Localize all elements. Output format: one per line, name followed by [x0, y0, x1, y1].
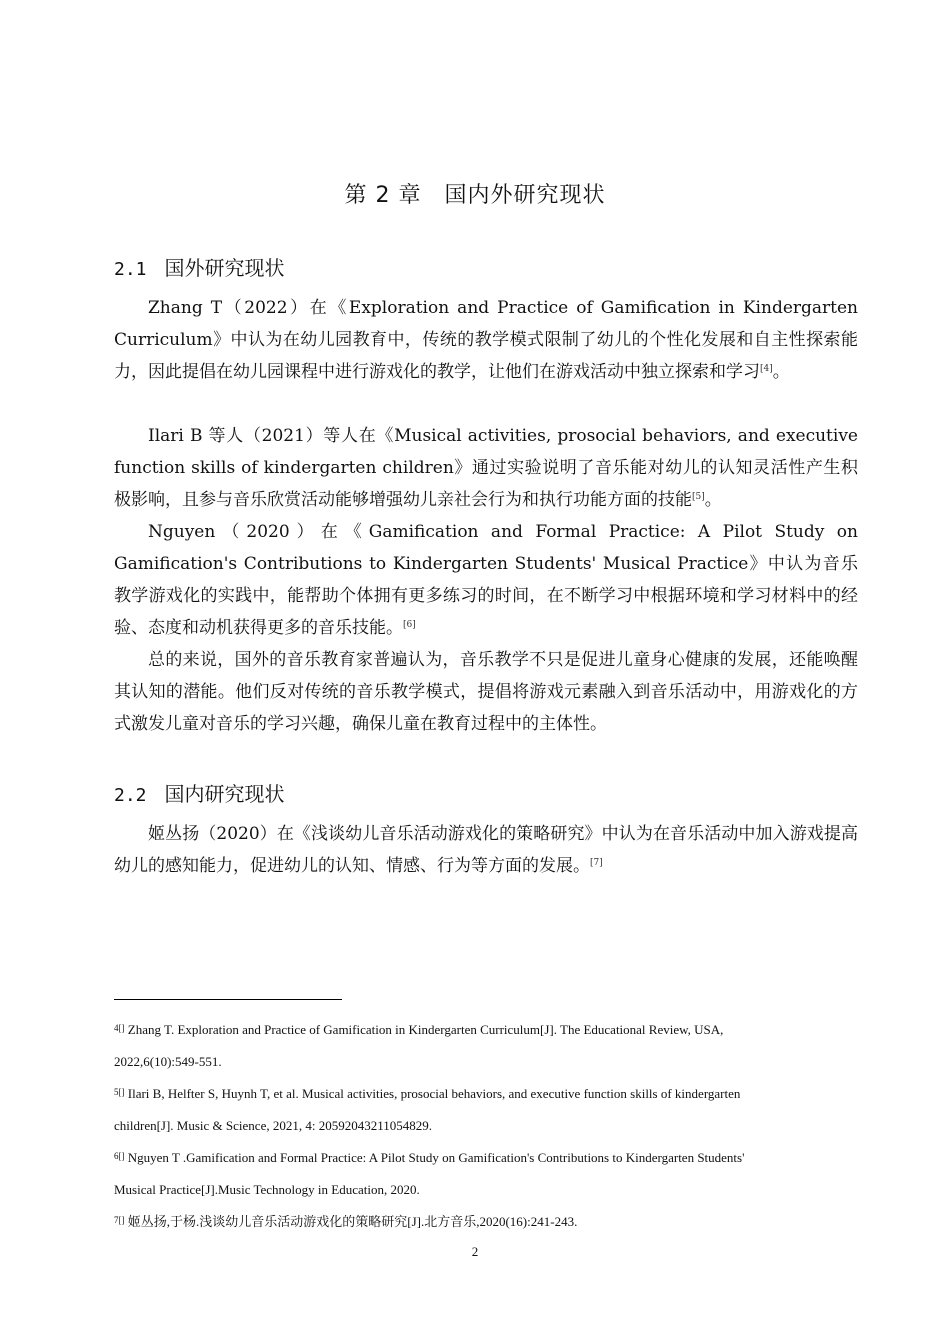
- footnote-line: Nguyen T .Gamification and Formal Practice: A Pilot Study on Gamification's Contributions to Kindergarten Students': [127, 1150, 745, 1165]
- section-number: 2.2: [114, 785, 147, 806]
- footnote-mark: 4[]: [114, 1023, 125, 1033]
- section-heading-2-1: [114, 252, 285, 281]
- citation-ref: [5]: [692, 492, 705, 502]
- paragraph: [114, 644, 858, 740]
- paragraph-text: Zhang T（2022）在《Exploration and Practice of Gamification in Kindergarten Curriculum》中认为在幼儿园教育中，传统的教学模式限制了幼儿的个性化发展和自主性探索能力，因此提倡在幼儿园课程中进行游戏化的教学，让他们在游戏活动中独立探索和学习: [114, 298, 858, 382]
- paragraph: [114, 516, 858, 644]
- page-number: 2: [471, 1244, 479, 1259]
- footnote-mark: 7[]: [114, 1215, 125, 1225]
- section-heading-2-2: [114, 778, 285, 807]
- paragraph-tail: 。: [772, 362, 790, 382]
- footnote-line: Zhang T. Exploration and Practice of Gamification in Kindergarten Curriculum[J]. The Educational Review, USA,: [127, 1022, 724, 1037]
- paragraph-text: 姬丛扬（2020）在《浅谈幼儿音乐活动游戏化的策略研究》中认为在音乐活动中加入游戏提高幼儿的感知能力，促进幼儿的认知、情感、行为等方面的发展。: [114, 824, 858, 876]
- footnote-line: Musical Practice[J].Music Technology in Education, 2020.: [114, 1182, 420, 1197]
- section-title: 国内研究现状: [164, 782, 285, 806]
- paragraph-text: Ilari B 等人（2021）等人在《Musical activities, prosocial behaviors, and executive function skills of kindergarten children》通过实验说明了音乐能对幼儿的认知灵活性产生积极影响，且参与音乐欣赏活动能够增强幼儿亲社会行为和执行功能方面的技能: [114, 426, 858, 510]
- paragraph: [114, 818, 858, 882]
- chapter-title: 第 2 章 国内外研究现状: [344, 183, 606, 208]
- paragraph-text: 总的来说，国外的音乐教育家普遍认为，音乐教学不只是促进儿童身心健康的发展，还能唤醒其认知的潜能。他们反对传统的音乐教学模式，提倡将游戏元素融入到音乐活动中，用游戏化的方式激发儿童对音乐的学习兴趣，确保儿童在教育过程中的主体性。: [114, 650, 858, 734]
- paragraph-tail: 。: [704, 490, 722, 510]
- footnote: [114, 1014, 834, 1078]
- citation-ref: [4]: [760, 364, 773, 374]
- footnote: [114, 1206, 834, 1238]
- footnote-separator: [114, 999, 342, 1000]
- section-title: 国外研究现状: [164, 256, 285, 280]
- citation-ref: [6]: [403, 620, 416, 630]
- footnote: [114, 1142, 834, 1206]
- footnote-line: Ilari B, Helfter S, Huynh T, et al. Musical activities, prosocial behaviors, and executive function skills of kindergarten: [127, 1086, 741, 1101]
- section-number: 2.1: [114, 259, 147, 280]
- footnote-line: 姬丛扬,于杨.浅谈幼儿音乐活动游戏化的策略研究[J].北方音乐,2020(16):241-243.: [127, 1214, 578, 1229]
- paragraph: [114, 420, 858, 516]
- footnote-mark: 6[]: [114, 1151, 125, 1161]
- paragraph: [114, 292, 858, 388]
- citation-ref: [7]: [590, 858, 603, 868]
- paragraph-text: Nguyen（2020）在《Gamification and Formal Practice: A Pilot Study on Gamification's Contributions to Kindergarten Students' Musical Practice》中认为音乐教学游戏化的实践中，能帮助个体拥有更多练习的时间，在不断学习中根据环境和学习材料中的经验、态度和动机获得更多的音乐技能。: [114, 522, 858, 638]
- footnote-line: 2022,6(10):549-551.: [114, 1054, 222, 1069]
- footnote-mark: 5[]: [114, 1087, 125, 1097]
- footnote-line: children[J]. Music & Science, 2021, 4: 20592043211054829.: [114, 1118, 432, 1133]
- footnote: [114, 1078, 834, 1142]
